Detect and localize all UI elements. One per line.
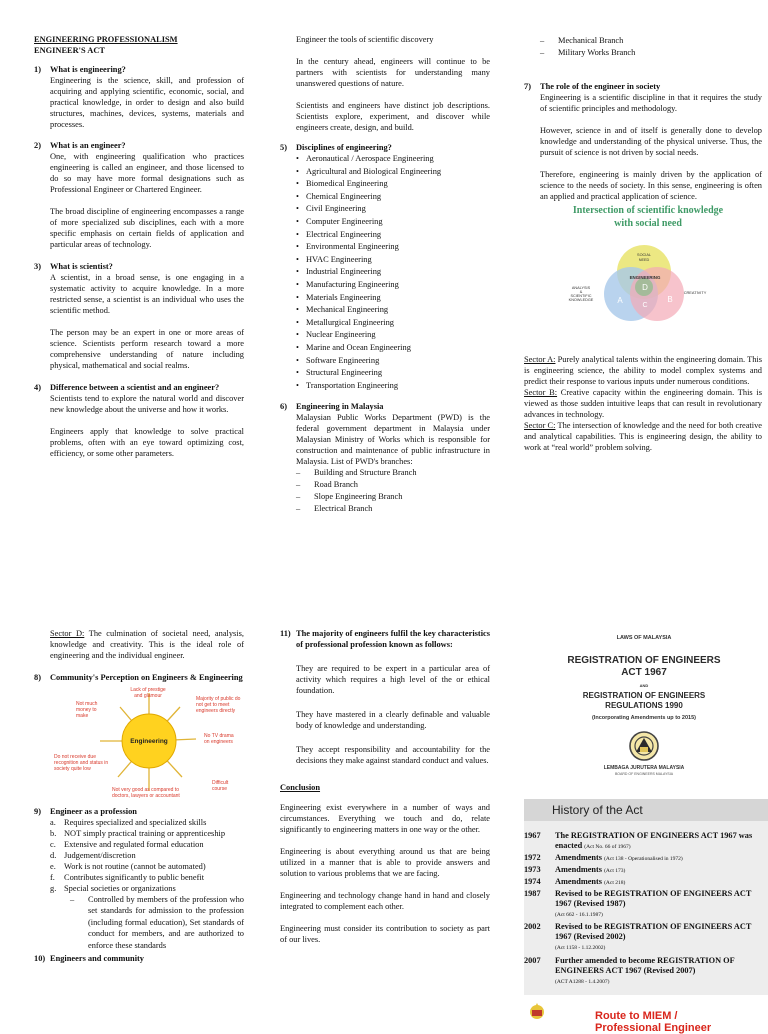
history-ref: (Act 218): [604, 880, 626, 886]
list-item: [50, 850, 244, 861]
section-number: 2): [34, 141, 41, 150]
disciplines-list: [280, 153, 490, 392]
venn-letter: D: [642, 283, 648, 292]
list-item: • Software Engineering: [296, 355, 490, 368]
list-item: – Electrical Branch: [296, 503, 490, 515]
perception-label: not get to meet: [196, 702, 230, 708]
history-box: [524, 799, 768, 995]
perception-label: Not very good as compared to: [112, 787, 179, 793]
paragraph: Scientists and engineers have distinct job descriptions. Scientists explore, experiment, and discover while engineers create, design, and build.: [296, 101, 490, 132]
venn-label: ANALYSIS: [571, 286, 591, 290]
list-text: Judgement/discretion: [64, 851, 136, 860]
venn-letter: B: [667, 295, 673, 304]
venn-label: CREATIVITY: [683, 290, 707, 295]
history-year: 1973: [524, 865, 541, 874]
perception-diagram: [34, 685, 244, 803]
section-heading: The majority of engineers fulfil the key characteristics of professional profession known as follows:: [296, 629, 490, 649]
list-letter: e.: [50, 862, 56, 871]
column-3: [524, 35, 762, 453]
perception-label: Difficult: [212, 780, 229, 786]
perception-label: Not much: [76, 701, 98, 707]
list-item: – Mechanical Branch: [540, 35, 762, 47]
sector-b: [524, 387, 762, 420]
section-6: [280, 401, 490, 515]
list-item: • HVAC Engineering: [296, 254, 490, 267]
section-body: Scientists tend to explore the natural world and discover new knowledge about the universe and how it works.: [50, 394, 244, 414]
section-heading: Community's Perception on Engineers & Engineering: [50, 673, 243, 682]
column-4: [34, 628, 244, 964]
section-heading: What is an engineer?: [50, 141, 126, 150]
sun-center-label: Engineering: [130, 738, 168, 745]
branch-list-continued: [524, 35, 762, 59]
paragraph: Engineering is about everything around us that are being utilized in a manner that is able to provide answers and solution to various problems that we are facing.: [280, 847, 490, 878]
laws-label: LAWS OF MALAYSIA: [616, 635, 672, 641]
act-title: ACT 1967: [621, 667, 667, 678]
sector-text: The intersection of knowledge and the need for both creative and analytical capabilities. This is engineering design, the ability to work at “real world” problem solving.: [524, 421, 762, 452]
list-item: • Nuclear Engineering: [296, 329, 490, 342]
paragraph: They accept responsibility and accountability for the decisions they make against standard conduct and values.: [296, 745, 490, 765]
and-label: AND: [639, 683, 649, 688]
perception-label: and glamour: [134, 693, 162, 699]
history-text: Amendments: [555, 865, 603, 874]
paragraph: They have mastered in a clearly definable and valuable body of knowledge and understanding.: [296, 710, 490, 730]
doc-subtitle: ENGINEER'S ACT: [34, 46, 105, 55]
section-10: [34, 953, 244, 964]
section-body: Engineering is a scientific discipline in that it requires the study of scientific principles and methodology.: [540, 93, 762, 113]
list-item: • Mechanical Engineering: [296, 304, 490, 317]
history-ref: (Act 138 - Operationalised in 1972): [604, 856, 683, 862]
perception-label: doctors, lawyers or accountant: [112, 793, 180, 799]
venn-label: &: [579, 290, 583, 294]
list-item: [50, 817, 244, 828]
list-item: • Biomedical Engineering: [296, 178, 490, 191]
sector-d: [34, 628, 244, 661]
perception-label: No TV drama: [204, 733, 234, 739]
sector-label: Sector B:: [524, 388, 558, 397]
venn-label: KNOWLEDGE: [568, 298, 594, 302]
history-ref: (Act 662 - 16.1.1987): [555, 912, 603, 918]
branch-list: [296, 467, 490, 515]
list-item: [50, 839, 244, 850]
list-text: Contributes significantly to public benefit: [64, 873, 205, 882]
section-heading: Disciplines of engineering?: [296, 143, 392, 152]
list-item: – Controlled by members of the profession who set standards for admission to the profession (including formal education), Set standards of conduct for members, and are authorized to enforce these standards: [70, 894, 244, 951]
perception-label: Majority of public do: [196, 696, 241, 702]
perception-label: on engineers: [204, 739, 233, 745]
section-number: 11): [280, 629, 291, 638]
sector-c: [524, 420, 762, 453]
section-number: 6): [280, 402, 287, 412]
column-1: [34, 34, 244, 459]
history-year: 2007: [524, 956, 541, 965]
perception-label: money to: [76, 707, 97, 713]
section-heading: What is scientist?: [50, 262, 113, 271]
perception-label: Do not receive due: [54, 754, 96, 760]
list-item: [50, 883, 244, 894]
list-item: • Aeronautical / Aerospace Engineering: [296, 153, 490, 166]
list-item: • Structural Engineering: [296, 367, 490, 380]
section-heading: Difference between a scientist and an engineer?: [50, 383, 220, 392]
section-number: 10): [34, 954, 46, 964]
perception-label: Lack of prestige: [130, 687, 166, 693]
regulations-title: REGULATIONS 1990: [605, 701, 683, 710]
section-body: Engineers apply that knowledge to solve practical problems, often with an eye toward optimizing cost, efficiency, or some other parameters.: [50, 427, 244, 458]
history-ref: (ACT A1288 - 1.4.2007): [555, 979, 610, 985]
list-item: • Chemical Engineering: [296, 191, 490, 204]
paragraph: They are required to be expert in a particular area of activity which requires a high level of the or ethical foundation.: [296, 664, 490, 695]
board-name-en: BOARD OF ENGINEERS MALAYSIA: [614, 772, 674, 776]
venn-letter: C: [642, 302, 648, 309]
column-2: [280, 34, 490, 515]
section-heading: The role of the engineer in society: [540, 82, 661, 91]
list-item: – Building and Structure Branch: [296, 467, 490, 479]
list-item: – Military Works Branch: [540, 47, 762, 59]
sector-label: Sector A:: [524, 355, 556, 364]
list-item: • Industrial Engineering: [296, 266, 490, 279]
section-5: [280, 142, 490, 153]
list-letter: f.: [50, 873, 55, 882]
list-letter: g.: [50, 884, 57, 893]
section-1: [34, 64, 244, 130]
perception-label: recognition and status in: [54, 760, 109, 766]
history-text: Revised to be REGISTRATION OF ENGINEERS ACT 1967 (Revised 1987): [555, 889, 752, 908]
list-item: – Slope Engineering Branch: [296, 491, 490, 503]
list-letter: d.: [50, 851, 57, 860]
history-year: 1974: [524, 877, 541, 886]
section-4: [34, 382, 244, 459]
list-item: • Materials Engineering: [296, 292, 490, 305]
paragraph: Engineering exist everywhere in a number of ways and circumstances. Everything we touch and do, relate significantly to engineering matters in one way or the other.: [280, 803, 490, 834]
conclusion-heading: Conclusion: [280, 783, 321, 792]
malaysia-crest-icon: [526, 1002, 548, 1020]
history-text: Amendments: [555, 877, 603, 886]
history-year: 1987: [524, 889, 541, 898]
perception-label: make: [76, 713, 89, 719]
history-text: The REGISTRATION OF ENGINEERS ACT 1967 was enacted: [555, 831, 753, 850]
list-item: [50, 872, 244, 883]
history-ref: (Act 173): [604, 868, 626, 874]
venn-title: with social need: [614, 218, 682, 229]
list-letter: a.: [50, 818, 56, 827]
bem-logo-icon: [628, 730, 660, 762]
profession-sublist: [34, 894, 244, 951]
doc-title: ENGINEERING PROFESSIONALISM: [34, 35, 178, 44]
list-text: Extensive and regulated formal education: [64, 840, 204, 849]
section-body: The broad discipline of engineering encompasses a range of more specialized sub disciplines, each with a more specific emphasis on certain fields of application and particular areas of technology.: [50, 207, 244, 249]
section-body: Malaysian Public Works Department (PWD) is the federal government department in Malaysia under Malaysian Ministry of Works which is responsible for construction and maintenance of public infrastructure in Malaysia. List of PWD's branches:: [296, 413, 490, 467]
venn-label: NEED: [638, 258, 650, 262]
list-text: Special societies or organizations: [64, 884, 176, 893]
section-number: 1): [34, 65, 41, 74]
column-5: [280, 628, 490, 945]
act-title: REGISTRATION OF ENGINEERS: [567, 655, 721, 666]
venn-label: SOCIAL: [637, 253, 651, 257]
history-title: History of the Act: [552, 803, 643, 817]
list-item: • Computer Engineering: [296, 216, 490, 229]
history-text: Revised to be REGISTRATION OF ENGINEERS ACT 1967 (Revised 2002): [555, 922, 752, 941]
list-text: Requires specialized and specialized skills: [64, 818, 207, 827]
list-item: • Metallurgical Engineering: [296, 317, 490, 330]
sector-a: [524, 354, 762, 387]
history-text: Further amended to become REGISTRATION OF ENGINEERS ACT 1967 (Revised 2007): [555, 956, 735, 975]
section-9: [34, 806, 244, 817]
list-letter: b.: [50, 829, 57, 838]
sector-label: Sector D:: [50, 629, 85, 638]
perception-label: course: [212, 786, 228, 792]
list-item: • Marine and Ocean Engineering: [296, 342, 490, 355]
venn-diagram: [524, 203, 762, 353]
section-heading: What is engineering?: [50, 65, 126, 74]
section-2: [34, 140, 244, 250]
history-year: 2002: [524, 922, 541, 931]
regulations-title: REGISTRATION OF ENGINEERS: [582, 691, 706, 700]
perception-label: society quite low: [54, 766, 91, 772]
list-item: [50, 861, 244, 872]
section-number: 7): [524, 82, 531, 91]
perception-label: engineers directly: [196, 708, 236, 714]
section-number: 9): [34, 807, 41, 816]
list-item: • Agricultural and Biological Engineering: [296, 166, 490, 179]
section-body: Therefore, engineering is mainly driven by the application of science to the needs of society. In this sense, engineering is often an applied and practical application of science.: [540, 170, 762, 201]
amendments-note: (Incorporating Amendments up to 2015): [591, 715, 696, 721]
history-header: [524, 799, 768, 821]
route-title: Professional Engineer: [595, 1022, 712, 1034]
section-number: 4): [34, 383, 41, 392]
profession-list: [34, 817, 244, 894]
list-letter: c.: [50, 840, 56, 849]
section-heading: Engineering in Malaysia: [296, 402, 384, 412]
list-item: • Electrical Engineering: [296, 229, 490, 242]
history-year: 1967: [524, 831, 541, 840]
venn-letter: A: [617, 296, 623, 305]
section-number: 5): [280, 143, 287, 152]
list-item: • Civil Engineering: [296, 203, 490, 216]
section-11: [280, 628, 490, 650]
section-7: [524, 81, 762, 202]
section-body: However, science in and of itself is generally done to develop knowledge and understanding of the physical universe. Thus, the pursuit of science is not driven by social needs.: [540, 126, 762, 157]
history-ref: (Act 1158 - 1.12.2002): [555, 945, 606, 951]
sector-label: Sector C:: [524, 421, 556, 430]
paragraph: Engineering must consider its contribution to society as part of our lives.: [280, 924, 490, 944]
venn-label: ENGINEERING: [629, 275, 661, 280]
section-body: The person may be an expert in one or more areas of science. Scientists perform research toward a more comprehensive understanding of nature including physical, mathematical and social realms.: [50, 328, 244, 370]
act-cover: [520, 634, 768, 777]
paragraph: In the century ahead, engineers will continue to be partners with scientists for understanding many unanswered questions of nature.: [296, 57, 490, 88]
list-item: • Environmental Engineering: [296, 241, 490, 254]
section-body: Engineering is the science, skill, and profession of acquiring and applying scientific, economic, social, and practical knowledge, in order to design and also build structures, machines, devices, systems, materials and processes.: [50, 76, 244, 129]
paragraph: Engineer the tools of scientific discovery: [296, 35, 434, 44]
section-body: One, with engineering qualification who practices engineering is called an engineer, and those licensed to do so may have more formal designations such as Professional Engineer or Chartered Engineer.: [50, 152, 244, 194]
sector-text: Creative capacity within the engineering domain. This is viewed as those sudden intuitive leaps that can result in revolutionary advances in technology.: [524, 388, 762, 419]
history-year: 1972: [524, 853, 541, 862]
venn-label: SCIENTIFIC: [570, 294, 592, 298]
section-3: [34, 261, 244, 371]
list-text: NOT simply practical training or apprenticeship: [64, 829, 226, 838]
section-number: 8): [34, 673, 41, 682]
section-body: A scientist, in a broad sense, is one engaging in a systematic activity to acquire knowledge. In a more restricted sense, a scientist is an individual who uses the scientific method.: [50, 273, 244, 315]
board-name: LEMBAGA JURUTERA MALAYSIA: [603, 765, 685, 771]
section-heading: Engineers and community: [50, 954, 144, 964]
history-text: Amendments: [555, 853, 603, 862]
list-item: – Road Branch: [296, 479, 490, 491]
paragraph: Engineering and technology change hand in hand and closely integrated to complement each other.: [280, 891, 490, 911]
sector-text: Purely analytical talents within the engineering domain. This is engineering science, the ability to model complex systems and predict their response to various inputs under numerous conditions.: [524, 355, 762, 386]
column-6: [520, 628, 768, 1034]
list-item: • Manufacturing Engineering: [296, 279, 490, 292]
section-8: [34, 672, 244, 683]
list-item: • Transportation Engineering: [296, 380, 490, 393]
venn-title: Intersection of scientific knowledge: [572, 205, 724, 216]
history-ref: (Act No. 66 of 1967): [584, 844, 631, 850]
section-heading: Engineer as a profession: [50, 807, 137, 816]
list-text: Work is not routine (cannot be automated): [64, 862, 206, 871]
section-number: 3): [34, 262, 41, 271]
list-item: [50, 828, 244, 839]
sector-text: The culmination of societal need, analysis, knowledge and creativity. This is the ideal role of engineering and the individual engineer.: [50, 629, 244, 660]
route-title: Route to MIEM /: [595, 1010, 678, 1022]
